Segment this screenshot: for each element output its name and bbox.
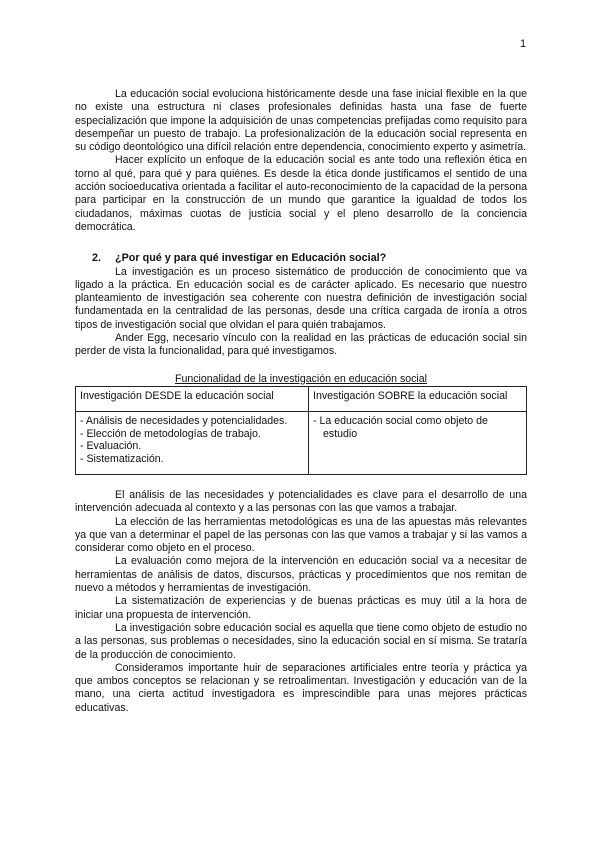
table-row [76,411,527,474]
section-number: 2. [92,252,102,265]
list-item: - La educación social como objeto de [313,414,488,427]
table-header-desde: Investigación DESDE la educación social [76,386,309,411]
paragraph: La elección de las herramientas metodológicas es una de las apuestas más relevantes ya que van a determinar el papel de las personas con las que vamos a trabajar y si las vamos a considerar como objeto en el proceso. [75,515,527,555]
table-caption: Funcionalidad de la investigación en educación social [174,372,428,385]
list-item: - Sistematización. [80,452,164,465]
paragraph: La investigación es un proceso sistemático de producción de conocimiento que va ligado a la práctica. En educación social es de carácter aplicado. Es necesario que nuestro planteamiento de investigación sea coherente con nuestra definición de investigación social fundamentada en la centralidad de las personas, desde una crítica cargada de ironía a otros tipos de investigación social que olvidan el para quién trabajamos. [75,265,527,331]
paragraph: Ander Egg, necesario vínculo con la realidad en las prácticas de educación social sin perder de vista la funcionalidad, para qué investigamos. [75,332,527,358]
table-cell-desde [76,411,309,474]
paragraph: Consideramos importante huir de separaciones artificiales entre teoría y práctica ya que ambos conceptos se relacionan y se retroalimentan. Investigación y educación van de la mano, una cierta actitud investigadora es imprescindible para unas mejores prácticas educativas. [75,661,527,714]
paragraph: La investigación sobre educación social es aquella que tiene como objeto de estudio no a las personas, sus problemas o necesidades, sino la educación social en sí misma. Se trataría de la producción de conocimiento. [75,621,527,661]
spacer [75,234,527,252]
table-header-sobre: Investigación SOBRE la educación social [309,386,527,411]
list-item: - Evaluación. [80,440,142,453]
document-body [75,88,527,715]
paragraph: La evaluación como mejora de la intervención en educación social va a necesitar de herramientas de análisis de datos, discursos, prácticas y procedimientos que nos remitan de nuevo a métodos y herramientas de investigación. [75,555,527,595]
list-item: - Análisis de necesidades y potencialidades. [80,414,288,427]
paragraph: La educación social evoluciona históricamente desde una fase inicial flexible en la que no existe una estructura ni clases profesionales definidas hasta una fase de fuerte especialización que impone la adquisición de unas competencias prefijadas como requisito para desempeñar un puesto de trabajo. La profesionalización de la educación social representa en su código deontológico una difícil relación entre dependencia, conocimiento experto y asimetría. [75,88,527,154]
paragraph: La sistematización de experiencias y de buenas prácticas es muy útil a la hora de iniciar una propuesta de intervención. [75,595,527,621]
list-item-continuation: estudio [323,427,358,440]
paragraph: Hacer explícito un enfoque de la educación social es ante todo una reflexión ética en torno al qué, para qué y para quiénes. Es desde la ética donde justificamos el sentido de una acción socioeducativa orientada a facilitar el auto-reconocimiento de la capacidad de la persona para participar en la construcción de un mundo que garantice la igualdad de todos los ciudadanos, máximas cuotas de justicia social y el pleno desarrollo de la conciencia democrática. [75,154,527,233]
section-heading [75,252,527,265]
functionality-table [75,386,527,475]
paragraph: El análisis de las necesidades y potencialidades es clave para el desarrollo de una intervención adecuada al contexto y a las personas con las que vamos a trabajar. [75,488,527,515]
table-header-row [76,386,527,411]
section-title: ¿Por qué y para qué investigar en Educación social? [115,252,387,265]
table-cell-sobre [309,411,527,474]
page-number: 1 [520,38,527,50]
list-item: - Elección de metodologías de trabajo. [80,427,261,440]
